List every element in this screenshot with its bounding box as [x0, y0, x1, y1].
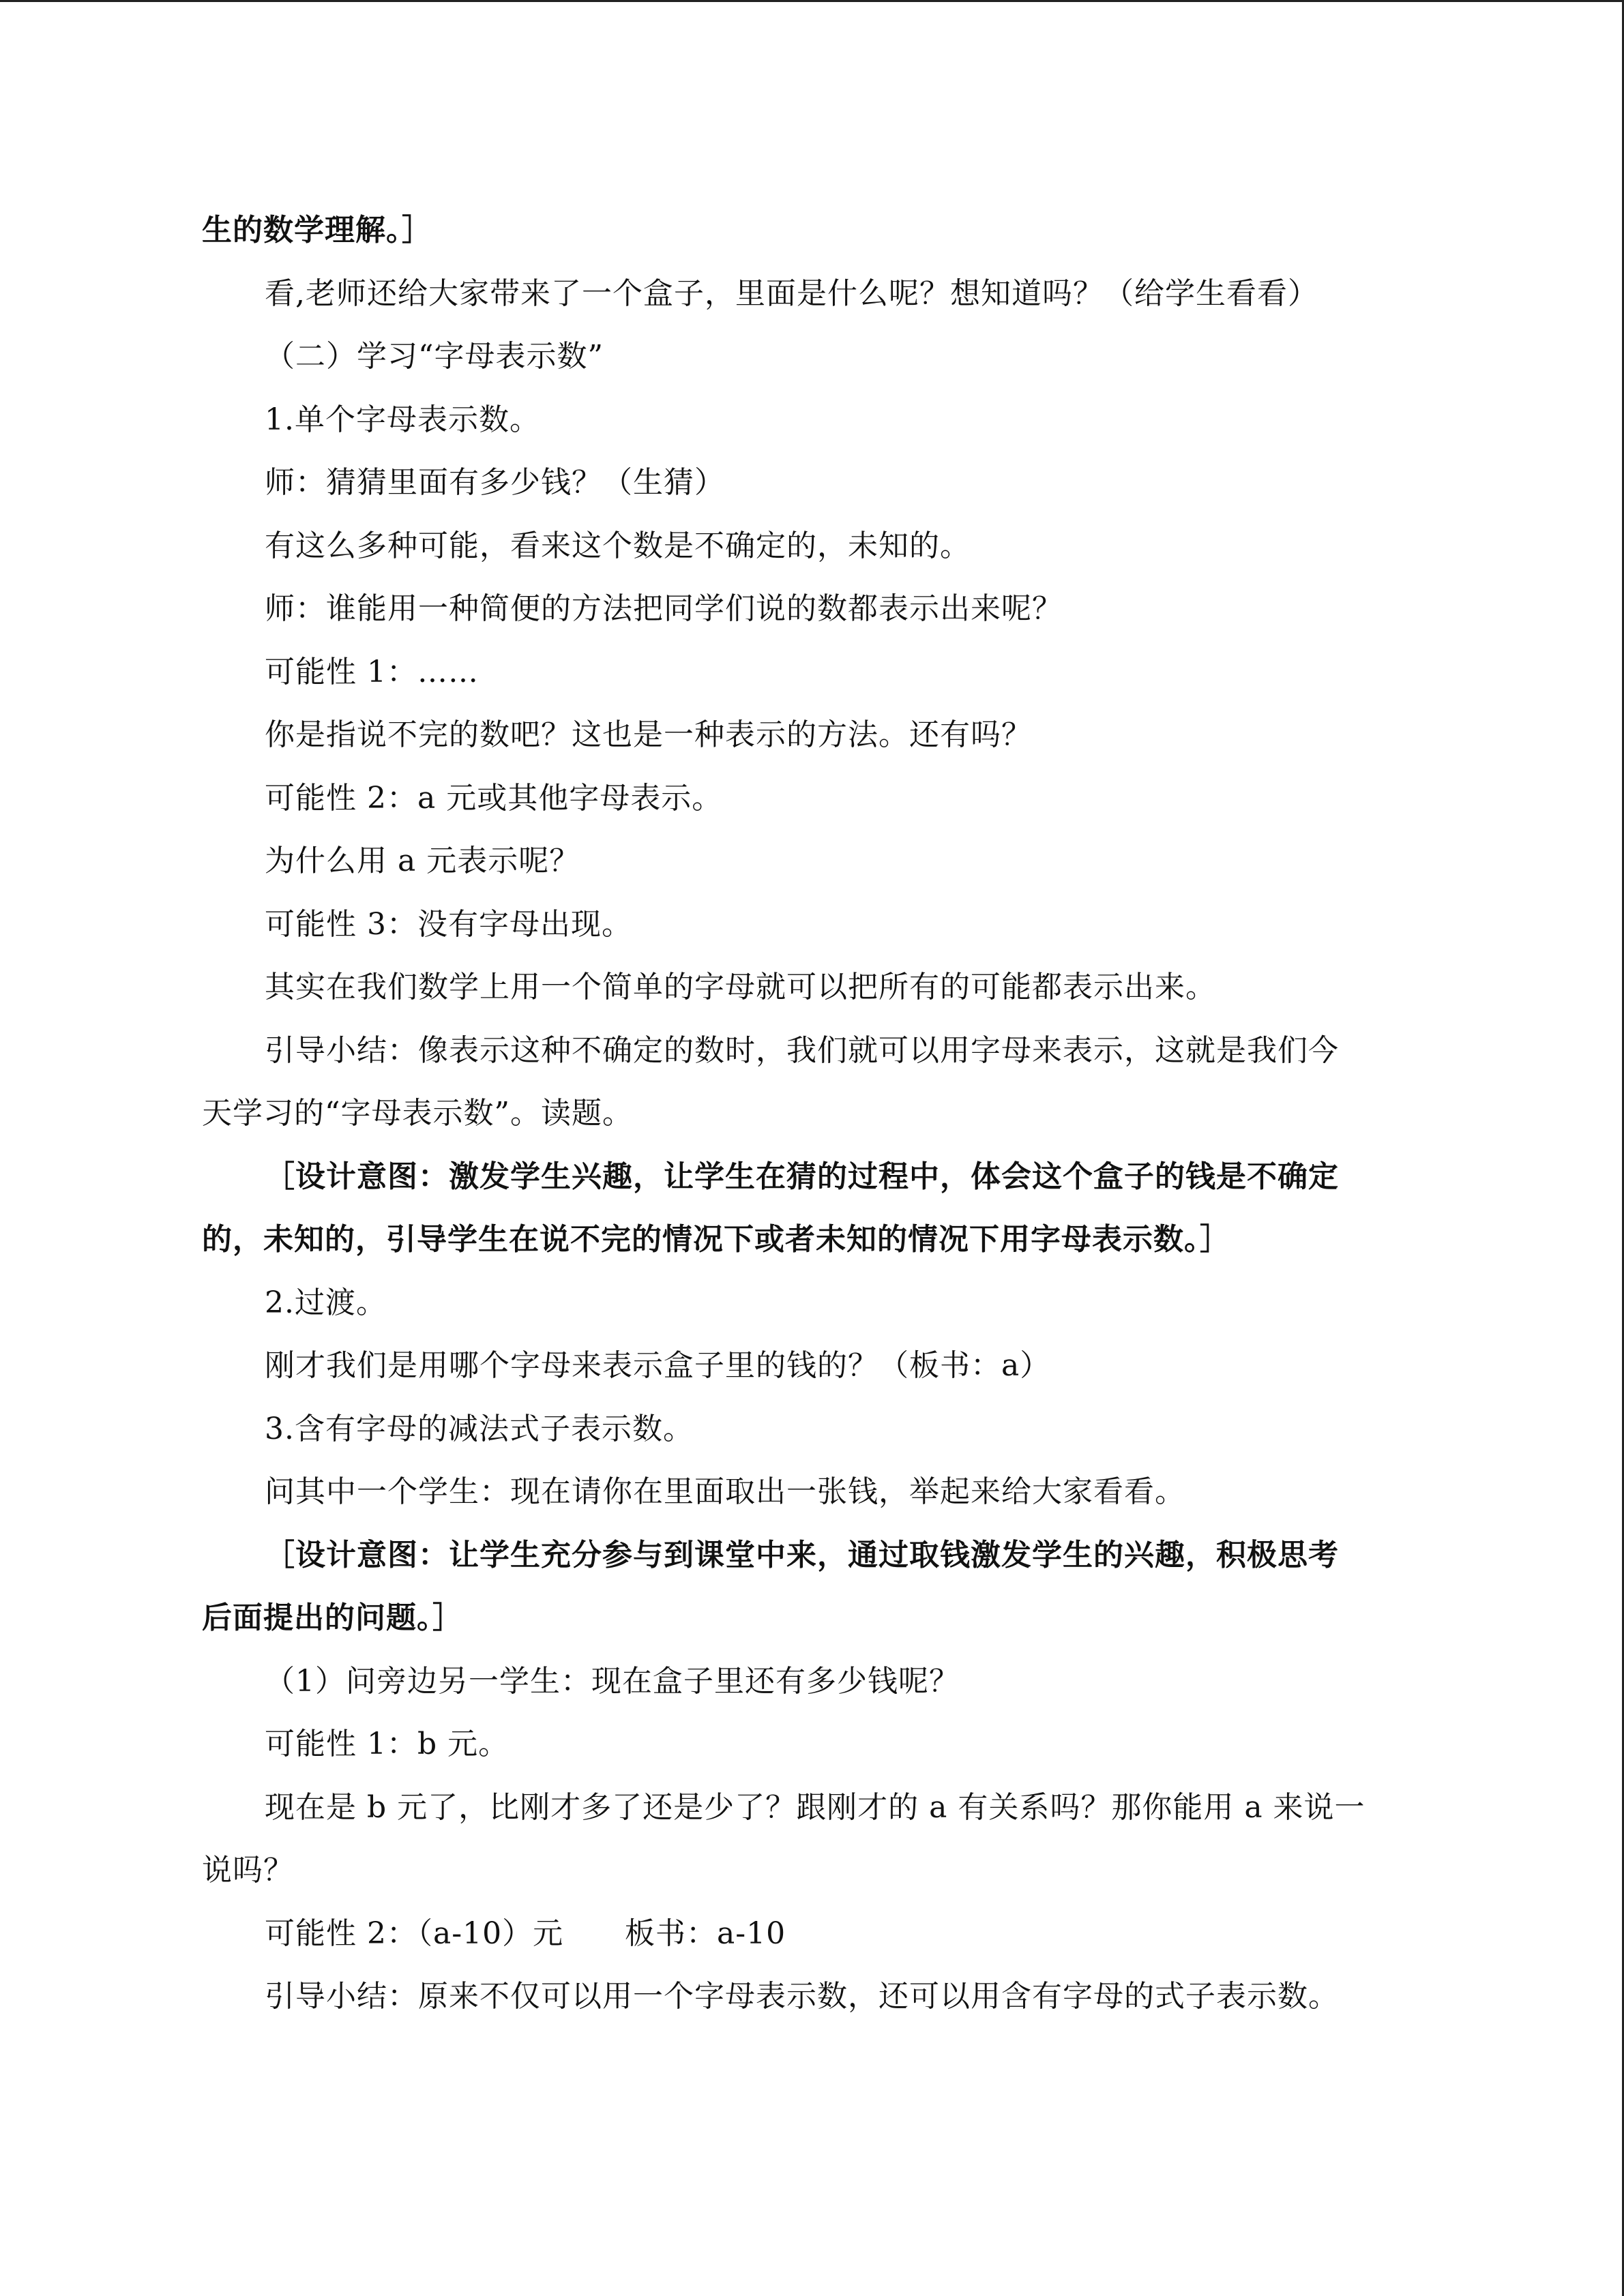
paragraph-line: 现在是 b 元了，比刚才多了还是少了？跟刚才的 a 有关系吗？那你能用 a 来说一 [265, 1789, 1365, 1825]
paragraph-line: 为什么用 a 元表示呢？ [265, 844, 580, 878]
design-intent-note: 的，未知的，引导学生在说不完的情况下或者未知的情况下用字母表示数。］ [202, 1222, 1230, 1257]
paragraph-line: 生的数学理解。］ [202, 213, 432, 248]
paragraph-line: 可能性 1：b 元。 [265, 1727, 510, 1761]
paragraph-line: 师：谁能用一种简便的方法把同学们说的数都表示出来呢？ [265, 591, 1063, 626]
design-intent-note: ［设计意图：激发学生兴趣，让学生在猜的过程中，体会这个盒子的钱是不确定 [265, 1159, 1339, 1194]
paragraph-line: 有这么多种可能，看来这个数是不确定的，未知的。 [265, 528, 971, 563]
design-intent-note: ［设计意图：让学生充分参与到课堂中来，通过取钱激发学生的兴趣，积极思考 [265, 1537, 1339, 1572]
document-body [202, 199, 1423, 2029]
paragraph-line: 师：猜猜里面有多少钱？（生猜） [265, 465, 725, 500]
paragraph-line: 天学习的“字母表示数”。读题。 [202, 1096, 633, 1131]
paragraph-line: 看,老师还给大家带来了一个盒子，里面是什么呢？想知道吗？（给学生看看） [265, 275, 1318, 311]
design-intent-note: 后面提出的问题。］ [202, 1600, 463, 1635]
paragraph-line: 可能性 3：没有字母出现。 [265, 906, 632, 942]
subsection-heading: 1.单个字母表示数。 [265, 402, 540, 437]
subsection-heading: 2.过渡。 [265, 1285, 387, 1320]
paragraph-line: 问其中一个学生：现在请你在里面取出一张钱，举起来给大家看看。 [265, 1474, 1185, 1509]
paragraph-line: 刚才我们是用哪个字母来表示盒子里的钱的？（板书：a） [265, 1348, 1051, 1383]
paragraph-line: 引导小结：原来不仅可以用一个字母表示数，还可以用含有字母的式子表示数。 [265, 1979, 1339, 2014]
page-border-top [0, 0, 1624, 2]
paragraph-line: 说吗？ [202, 1853, 294, 1888]
paragraph-line: 可能性 2：（a-10）元 板书：a-10 [265, 1915, 786, 1951]
paragraph-line: （1）问旁边另一学生：现在盒子里还有多少钱呢？ [265, 1663, 960, 1699]
paragraph-line: 其实在我们数学上用一个简单的字母就可以把所有的可能都表示出来。 [265, 970, 1216, 1004]
paragraph-line: 你是指说不完的数吧？这也是一种表示的方法。还有吗？ [265, 717, 1032, 752]
paragraph-line: 可能性 1：…… [265, 654, 479, 689]
subsection-heading: 3.含有字母的减法式子表示数。 [265, 1411, 694, 1446]
section-heading: （二）学习“字母表示数” [265, 339, 604, 374]
paragraph-line: 引导小结：像表示这种不确定的数时，我们就可以用字母来表示，这就是我们今 [265, 1032, 1339, 1068]
paragraph-line: 可能性 2：a 元或其他字母表示。 [265, 780, 723, 816]
